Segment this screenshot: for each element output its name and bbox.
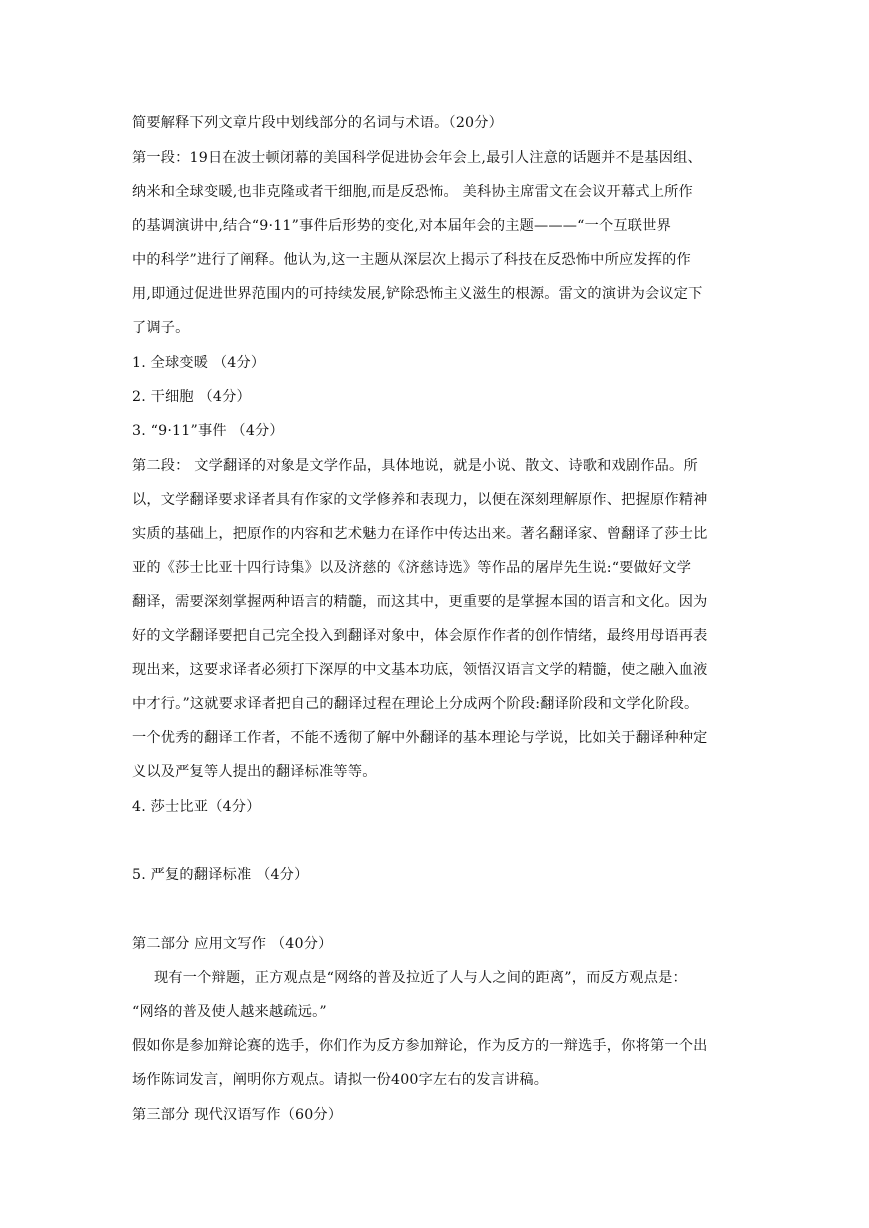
passage1-line-3: 的基调演讲中,结合“9·11”事件后形势的变化,对本届年会的主题———“一个互联世界 (132, 218, 671, 234)
passage1-line-1: 第一段：19日在波士顿闭幕的美国科学促进协会年会上,最引人注意的话题并不是基因组、 (132, 150, 702, 166)
question-5: 5. 严复的翻译标准 （4分） (132, 867, 309, 883)
passage1-line-2: 纳米和全球变暖,也非克隆或者干细胞,而是反恐怖。 美科协主席雷文在会议开幕式上所作 (132, 184, 693, 200)
passage2-line-1: 第二段： 文学翻译的对象是文学作品，具体地说，就是小说、散文、诗歌和戏剧作品。所 (132, 458, 698, 474)
question-3: 3. “9·11”事件 （4分） (132, 423, 284, 439)
part2-body-line-2: “网络的普及使人越来越疏远。” (132, 1004, 327, 1020)
passage2-line-3: 实质的基础上，把原作的内容和艺术魅力在译作中传达出来。著名翻译家、曾翻译了莎士比 (132, 526, 708, 542)
passage2-line-6: 好的文学翻译要把自己完全投入到翻译对象中，体会原作作者的创作情绪，最终用母语再表 (132, 628, 708, 644)
question-2: 2. 干细胞 （4分） (132, 389, 251, 405)
question-1: 1. 全球变暖 （4分） (132, 355, 266, 371)
passage2-line-10: 义以及严复等人提出的翻译标准等等。 (132, 764, 377, 780)
passage2-line-4: 亚的《莎士比亚十四行诗集》以及济慈的《济慈诗选》等作品的屠岸先生说:“要做好文学 (132, 560, 692, 576)
passage1-line-6: 了调子。 (132, 320, 190, 336)
passage2-line-9: 一个优秀的翻译工作者，不能不透彻了解中外翻译的基本理论与学说，比如关于翻译种种定 (132, 730, 708, 746)
passage2-line-7: 现出来，这要求译者必须打下深厚的中文基本功底，领悟汉语言文学的精髓，使之融入血液 (132, 662, 708, 678)
part2-body-line-1: 现有一个辩题，正方观点是“网络的普及拉近了人与人之间的距离”，而反方观点是： (154, 970, 687, 986)
passage2-line-2: 以，文学翻译要求译者具有作家的文学修养和表现力，以便在深刻理解原作、把握原作精神 (132, 492, 708, 508)
part3-title: 第三部分 现代汉语写作（60分） (132, 1107, 343, 1123)
instruction: 简要解释下列文章片段中划线部分的名词与术语。（20分） (132, 115, 504, 131)
part2-body-line-4: 场作陈词发言，阐明你方观点。请拟一份400字左右的发言讲稿。 (132, 1072, 549, 1088)
passage1-line-4: 中的科学”进行了阐释。他认为,这一主题从深层次上揭示了科技在反恐怖中所应发挥的作 (132, 252, 691, 268)
passage1-line-5: 用,即通过促进世界范围内的可持续发展,铲除恐怖主义滋生的根源。雷文的演讲为会议定下 (132, 286, 703, 302)
question-4: 4. 莎士比亚（4分） (132, 799, 261, 815)
passage2-line-8: 中才行。”这就要求译者把自己的翻译过程在理论上分成两个阶段:翻译阶段和文学化阶段。 (132, 696, 699, 712)
passage2-line-5: 翻译，需要深刻掌握两种语言的精髓，而这其中，更重要的是掌握本国的语言和文化。因为 (132, 594, 708, 610)
part2-body-line-3: 假如你是参加辩论赛的选手，你们作为反方参加辩论，作为反方的一辩选手，你将第一个出 (132, 1038, 708, 1054)
part2-title: 第二部分 应用文写作 （40分） (132, 936, 333, 952)
